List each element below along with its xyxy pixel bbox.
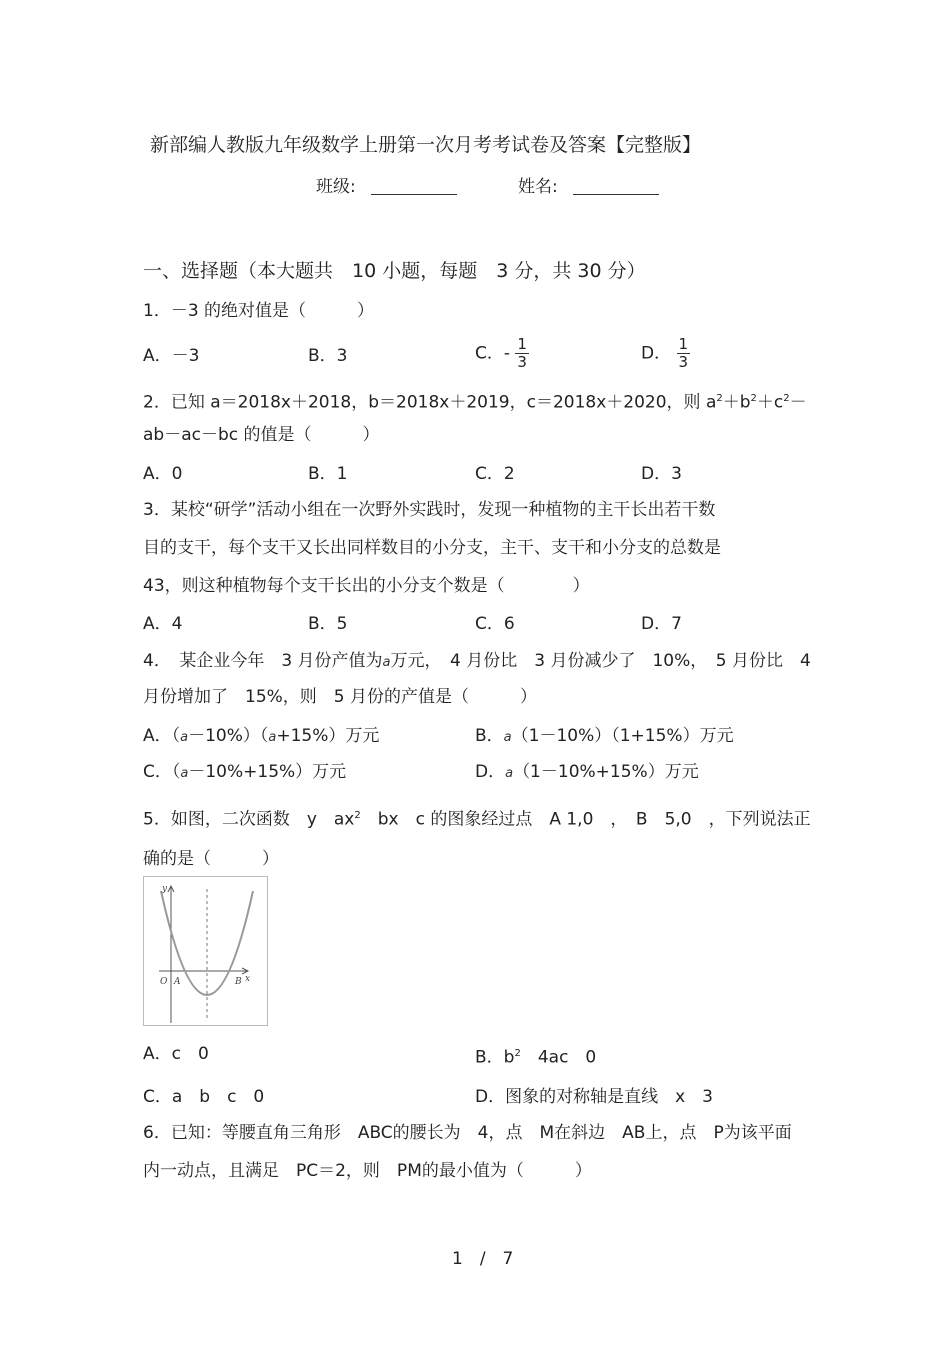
q2-option-b[interactable]: B．1	[308, 464, 348, 484]
page-title: 新部编人教版九年级数学上册第一次月考考试卷及答案【完整版】	[150, 134, 702, 156]
question-3-line-1: 3．某校“研学”活动小组在一次野外实践时，发现一种植物的主干长出若干数	[143, 500, 716, 520]
question-6-line-2: 内一动点，且满足 PC＝2，则 PM的最小值为（ ）	[143, 1161, 592, 1181]
variable-a: a	[505, 766, 514, 781]
variable-a: a	[180, 730, 189, 745]
question-5-line-2: 确的是（ ）	[143, 849, 279, 869]
q4-option-b[interactable]: B．a（1－10%）（1+15%）万元	[475, 726, 734, 746]
q1-option-d-prefix: D．	[641, 343, 672, 364]
question-1-stem: 1．－3 的绝对值是（ ）	[143, 301, 375, 321]
section-heading: 一、选择题（本大题共 10 小题，每题 3 分，共 30 分）	[143, 260, 646, 282]
name-label: 姓名:	[518, 177, 558, 197]
point-b-label: B	[235, 977, 242, 987]
class-field[interactable]	[316, 176, 457, 197]
question-2-line-1: 2．已知 a＝2018x＋2018，b＝2018x＋2019，c＝2018x＋2020，则 $a^2+b^2+c^2-$	[143, 392, 807, 413]
q1-option-a[interactable]: A．－3	[143, 346, 200, 366]
q2-option-c[interactable]: C．2	[475, 464, 515, 484]
page-number: 1 / 7	[452, 1249, 514, 1269]
name-field[interactable]	[518, 176, 659, 197]
q5-option-d[interactable]: D．图象的对称轴是直线 x 3	[475, 1087, 713, 1107]
q2-option-d[interactable]: D．3	[641, 464, 682, 484]
question-3-line-2: 目的支干，每个支干又长出同样数目的小分支，主干、支干和小分支的总数是	[143, 538, 721, 558]
q3-option-c[interactable]: C．6	[475, 614, 515, 634]
q1-option-d[interactable]	[641, 336, 690, 371]
variable-a: a	[180, 766, 189, 781]
variable-a: a	[268, 730, 277, 745]
name-blank[interactable]	[573, 176, 659, 195]
q4-option-c[interactable]: C．（a－10%+15%）万元	[143, 762, 347, 782]
q1-option-b[interactable]: B．3	[308, 346, 348, 366]
q1-option-c-prefix: C．-	[475, 343, 511, 364]
question-5-line-1: 5．如图，二次函数 y $ax^2$ bx c 的图象经过点 A 1,0 ， B 5,0 ，下列说法正	[143, 809, 811, 830]
question-2-line-2: ab－ac－bc 的值是（ ）	[143, 425, 380, 445]
question-6-line-1: 6．已知：等腰直角三角形 ABC的腰长为 4，点 M在斜边 AB上，点 P为该平面	[143, 1123, 792, 1143]
point-a-label: A	[174, 977, 181, 987]
variable-a: a	[382, 655, 391, 670]
question-4-line-1: 4． 某企业今年 3 月份产值为a万元， 4 月份比 3 月份减少了 10%， 5 月份比 4	[143, 651, 811, 671]
q2-option-a[interactable]: A．0	[143, 464, 183, 484]
q5-option-b[interactable]: B．$b^2$ 4ac 0	[475, 1047, 597, 1068]
q5-option-c[interactable]: C．a b c 0	[143, 1087, 265, 1107]
q4-option-d[interactable]: D．a（1－10%+15%）万元	[475, 762, 699, 782]
q3-option-d[interactable]: D．7	[641, 614, 682, 634]
q5-option-a[interactable]: A．c 0	[143, 1044, 209, 1064]
origin-label: O	[160, 977, 168, 987]
class-label: 班级:	[316, 177, 356, 197]
q3-option-b[interactable]: B．5	[308, 614, 348, 634]
y-label: y	[162, 884, 168, 894]
fraction-one-third: $\frac{1}{3}$	[678, 335, 689, 371]
variable-a: a	[503, 730, 512, 745]
q1-option-c[interactable]	[475, 336, 529, 371]
x-label: x	[245, 974, 251, 984]
parabola-figure	[143, 876, 268, 1026]
fraction-one-third: $\frac{1}{3}$	[517, 335, 527, 371]
parabola-graph	[144, 877, 267, 1025]
class-blank[interactable]	[371, 176, 457, 195]
question-4-line-2: 月份增加了 15%，则 5 月份的产值是（ ）	[143, 687, 538, 707]
question-3-line-3: 43，则这种植物每个支干长出的小分支个数是（ ）	[143, 576, 590, 596]
q3-option-a[interactable]: A．4	[143, 614, 183, 634]
q4-option-a[interactable]: A．（a－10%）（a+15%）万元	[143, 726, 380, 746]
